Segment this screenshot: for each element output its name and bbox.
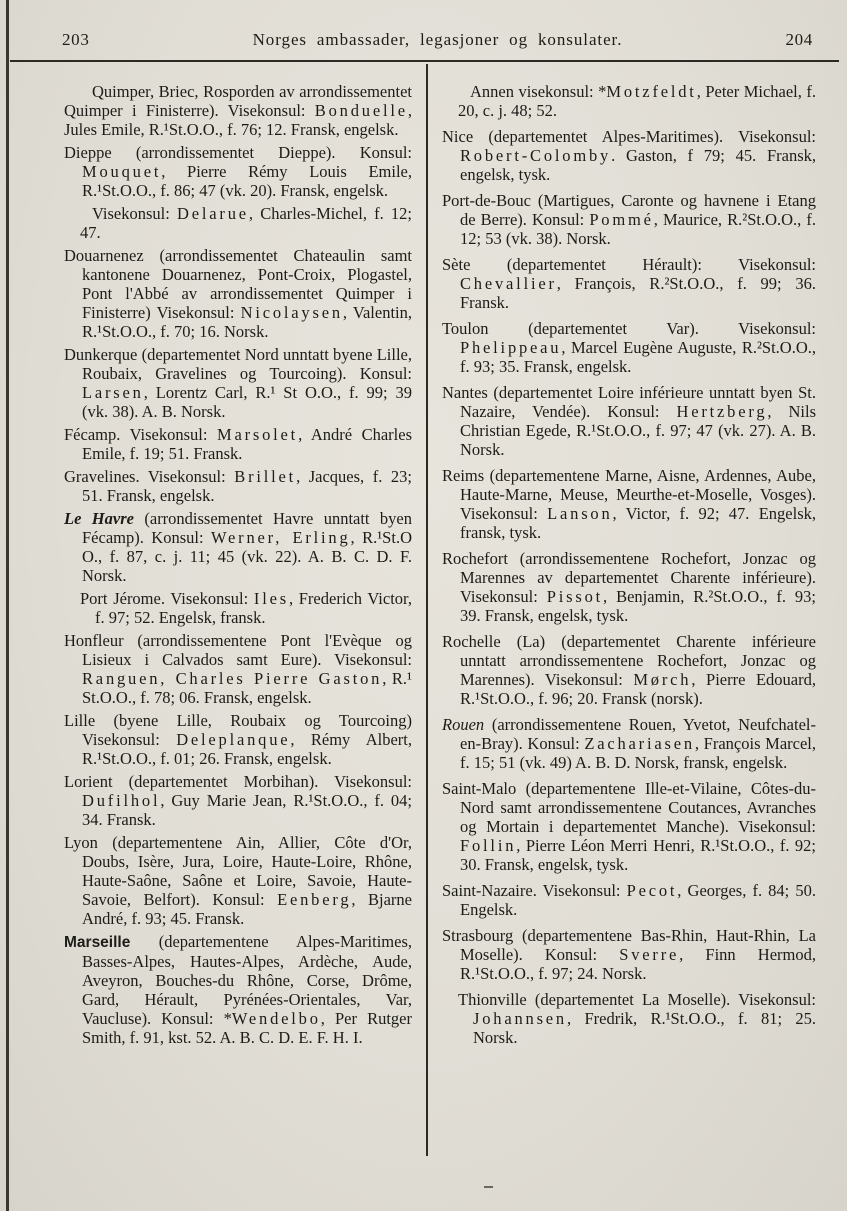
page-header: [62, 30, 813, 50]
text-run: Toulon (departementet Var). Visekonsul:: [442, 319, 816, 338]
text-run: , Nils Christian Egede, R.¹St.O.O., f. 97; 47 (vk. 27). A. B. Norsk.: [460, 402, 816, 459]
person-name: Motzfeldt: [606, 82, 697, 101]
entry-dieppe: [64, 143, 412, 200]
entry-toulon: [442, 319, 816, 376]
text-run: , Marcel Eugène Auguste, R.²St.O.O., f. 93; 35. Fransk, engelsk.: [460, 338, 816, 376]
text-run: , Per Rutger Smith, f. 91, kst. 52. A. B. C. D. E. F. H. I.: [82, 1009, 412, 1047]
header-rule: [10, 60, 839, 62]
text-run: , R.¹ St.O.O., f. 78; 06. Fransk, engelsk.: [82, 669, 412, 707]
person-name: Lanson: [547, 504, 613, 523]
text-run: , Bjarne André, f. 93; 45. Fransk.: [82, 890, 412, 928]
text-run: , Fredrik, R.¹St.O.O., f. 81; 25. Norsk.: [473, 1009, 816, 1047]
person-name: Mouquet: [82, 162, 162, 181]
text-run: Saint-Nazaire. Visekonsul:: [442, 881, 627, 900]
right-column: [442, 82, 816, 1054]
text-run: Nantes (departementet Loire inférieure unntatt byen St. Nazaire, Vendée). Konsul:: [442, 383, 816, 421]
person-name: Bonduelle: [314, 101, 408, 120]
text-run: Reims (departementene Marne, Aisne, Ardennes, Aube, Haute-Marne, Meuse, Meurthe-et-Moselle, Vosges). Visekonsul:: [442, 466, 816, 523]
text-run: Douarnenez (arrondissementet Chateaulin samt kantonene Douarnenez, Pont-Croix, Plogastel, Pont l'Abbé av arrondissementet Quimper i Finisterre) Visekonsul:: [64, 246, 412, 322]
running-title: Norges ambassader, legasjoner og konsulater.: [252, 30, 623, 49]
person-name: Nicolaysen: [240, 303, 343, 322]
entry-douarnenez: [64, 246, 412, 341]
sub-dieppe-visekonsul: [80, 204, 412, 242]
text-run: , François, R.²St.O.O., f. 99; 36. Fransk.: [460, 274, 816, 312]
entry-marseille: [64, 932, 412, 1047]
text-run: Le Havre: [64, 509, 134, 528]
text-run: . Gaston, f 79; 45. Fransk, engelsk, tysk.: [460, 146, 816, 184]
text-run: Saint-Malo (departementene Ille-et-Vilaine, Côtes-du-Nord samt arrondissementene Coutances, Avranches og Mortain i departementet Manche). Visekonsul:: [442, 779, 816, 836]
entry-saint-malo: [442, 779, 816, 874]
text-run: Strasbourg (departementene Bas-Rhin, Haut-Rhin, La Moselle). Konsul:: [442, 926, 816, 964]
text-run: Lorient (departementet Morbihan). Visekonsul:: [64, 772, 412, 791]
text-run: , Pierre Rémy Louis Emile, R.¹St.O.O., f. 86; 47 (vk. 20). Fransk, engelsk.: [82, 162, 412, 200]
entry-rochefort: [442, 549, 816, 625]
text-run: Nice (departementet Alpes-Maritimes). Visekonsul:: [442, 127, 816, 146]
person-name: Pommé: [589, 210, 654, 229]
person-name: Werner, Erling: [210, 528, 351, 547]
entry-lorient: [64, 772, 412, 829]
text-run: , Jules Emile, R.¹St.O.O., f. 76; 12. Fransk, engelsk.: [64, 101, 412, 139]
entry-strasbourg: [442, 926, 816, 983]
text-run: , R.¹St.O O., f. 87, c. j. 11; 45 (vk. 22). A. B. C. D. F. Norsk.: [82, 528, 412, 585]
scan-artifact: [484, 1186, 493, 1188]
entry-reims: [442, 466, 816, 542]
entry-port-de-bouc: [442, 191, 816, 248]
entry-honfleur: [64, 631, 412, 707]
text-run: , Frederich Victor, f. 97; 52. Engelsk, fransk.: [95, 589, 412, 627]
person-name: Phelippeau: [460, 338, 562, 357]
text-run: , Charles-Michel, f. 12; 47.: [80, 204, 413, 242]
text-run: Visekonsul:: [92, 204, 178, 223]
person-name: Eenberg: [277, 890, 352, 909]
person-name: Wendelbo: [231, 1009, 321, 1028]
text-run: , Guy Marie Jean, R.¹St.O.O., f. 04; 34. Fransk.: [82, 791, 412, 829]
entry-rouen: [442, 715, 816, 772]
text-run: Rochelle (La) (departementet Charente inférieure unntatt arrondissementene Rochefort, Jonzac og Marennes). Visekonsul:: [442, 632, 816, 689]
page-number-left: 203: [62, 30, 90, 49]
person-name: Dufilhol: [82, 791, 161, 810]
text-columns: [64, 82, 816, 1054]
sub-port-jerome: [80, 589, 412, 627]
text-run: Dieppe (arrondissementet Dieppe). Konsul:: [64, 143, 412, 162]
text-run: (arrondissementet Havre unntatt byen Fécamp). Konsul:: [82, 509, 412, 547]
person-name: Hertzberg: [676, 402, 768, 421]
entry-rochelle-la: [442, 632, 816, 708]
entry-lyon: [64, 833, 412, 928]
text-run: Dunkerque (departementet Nord unntatt byene Lille, Roubaix, Gravelines og Tourcoing). Konsul:: [64, 345, 412, 383]
person-name: Larsen: [82, 383, 144, 402]
text-run: Fécamp. Visekonsul:: [64, 425, 217, 444]
text-run: Sète (departementet Hérault): Visekonsul:: [442, 255, 816, 274]
text-run: , Benjamin, R.²St.O.O., f. 93; 39. Fransk, engelsk, tysk.: [460, 587, 817, 625]
text-run: Lille (byene Lille, Roubaix og Tourcoing) Visekonsul:: [64, 711, 412, 749]
person-name: Sverre: [619, 945, 680, 964]
text-run: (arrondissementene Rouen, Yvetot, Neufchatel-en-Bray). Konsul:: [460, 715, 816, 753]
text-run: , Pierre Léon Merri Henri, R.¹St.O.O., f. 92; 30. Fransk, engelsk, tysk.: [460, 836, 816, 874]
entry-sete: [442, 255, 816, 312]
text-run: , Pierre Edouard, R.¹St.O.O., f. 96; 20. Fransk (norsk).: [460, 670, 816, 708]
entry-dunkerque: [64, 345, 412, 421]
person-name: Chevallier: [460, 274, 557, 293]
text-run: , Finn Hermod, R.¹St.O.O., f. 97; 24. Norsk.: [460, 945, 816, 983]
entry-gravelines: [64, 467, 412, 505]
entry-saint-nazaire: [442, 881, 816, 919]
person-name: Robert-Colomby: [460, 146, 612, 165]
text-run: (departementene Alpes-Maritimes, Basses-Alpes, Hautes-Alpes, Ardèche, Aude, Aveyron, Bouches-du Rhône, Corse, Drôme, Gard, Hérault, Pyrénées-Orientales, Var, Vaucluse). Konsul: *: [82, 932, 412, 1028]
person-name: Marsolet: [216, 425, 299, 444]
text-run: Annen visekonsul: *: [470, 82, 607, 101]
text-run: Gravelines. Visekonsul:: [64, 467, 235, 486]
entry-nantes: [442, 383, 816, 459]
person-name: Johannsen: [473, 1009, 567, 1028]
text-run: , Lorentz Carl, R.¹ St O.O., f. 99; 39 (vk. 38). A. B. Norsk.: [82, 383, 412, 421]
text-run: , André Charles Emile, f. 19; 51. Fransk.: [82, 425, 412, 463]
person-name: Ranguen, Charles Pierre Gaston: [82, 669, 383, 688]
sub-thionville: [458, 990, 816, 1047]
scan-binding-edge: [6, 0, 9, 1211]
text-run: Rouen: [442, 715, 485, 734]
text-run: Marseille: [64, 934, 131, 951]
text-run: Port-de-Bouc (Martigues, Caronte og havnene i Etang de Berre). Konsul:: [442, 191, 816, 229]
text-run: Thionville (departementet La Moselle). Visekonsul:: [458, 990, 816, 1009]
person-name: Brillet: [234, 467, 297, 486]
entry-nice: [442, 127, 816, 184]
text-run: , François Marcel, f. 15; 51 (vk. 49) A. B. D. Norsk, fransk, engelsk.: [460, 734, 816, 772]
person-name: Pissot: [546, 587, 604, 606]
person-name: Follin: [460, 836, 517, 855]
person-name: Pecot: [626, 881, 678, 900]
text-run: , Jacques, f. 23; 51. Fransk, engelsk.: [82, 467, 412, 505]
text-run: Honfleur (arrondissementene Pont l'Evèque og Lisieux i Calvados samt Eure). Visekonsul:: [64, 631, 412, 669]
entry-le-havre: [64, 509, 412, 585]
column-gutter: [412, 82, 442, 1054]
text-run: , Rémy Albert, R.¹St.O.O., f. 01; 26. Fransk, engelsk.: [82, 730, 413, 768]
person-name: Mørch: [633, 670, 692, 689]
text-run: Quimper, Briec, Rosporden av arrondissementet Quimper i Finisterre). Visekonsul:: [64, 82, 412, 120]
person-name: Iles: [253, 589, 289, 608]
text-run: Rochefort (arrondissementene Rochefort, Jonzac og Marennes av departementet Charente inférieure). Visekonsul:: [442, 549, 816, 606]
cont-quimper: [64, 82, 412, 139]
text-run: , Valentin, R.¹St.O.O., f. 70; 16. Norsk.: [82, 303, 412, 341]
entry-fecamp: [64, 425, 412, 463]
text-run: Port Jérome. Visekonsul:: [80, 589, 254, 608]
page-number-right: 204: [785, 30, 813, 49]
person-name: Delarue: [177, 204, 249, 223]
person-name: Zachariasen: [584, 734, 695, 753]
text-run: Lyon (departementene Ain, Allier, Côte d'Or, Doubs, Isère, Jura, Loire, Haute-Loire, Rhône, Haute-Saône, Saône et Loire, Savoie, Haute-Savoie, Belfort). Konsul:: [64, 833, 412, 909]
entry-lille: [64, 711, 412, 768]
text-run: , Victor, f. 92; 47. Engelsk, fransk, tysk.: [460, 504, 816, 542]
text-run: , Maurice, R.²St.O.O., f. 12; 53 (vk. 38). Norsk.: [460, 210, 816, 248]
text-run: , Peter Michael, f. 20, c. j. 48; 52.: [458, 82, 816, 120]
text-run: , Georges, f. 84; 50. Engelsk.: [460, 881, 817, 919]
person-name: Deleplanque: [176, 730, 291, 749]
sub-marseille-annen-visekonsul: [458, 82, 816, 120]
left-column: [64, 82, 412, 1054]
